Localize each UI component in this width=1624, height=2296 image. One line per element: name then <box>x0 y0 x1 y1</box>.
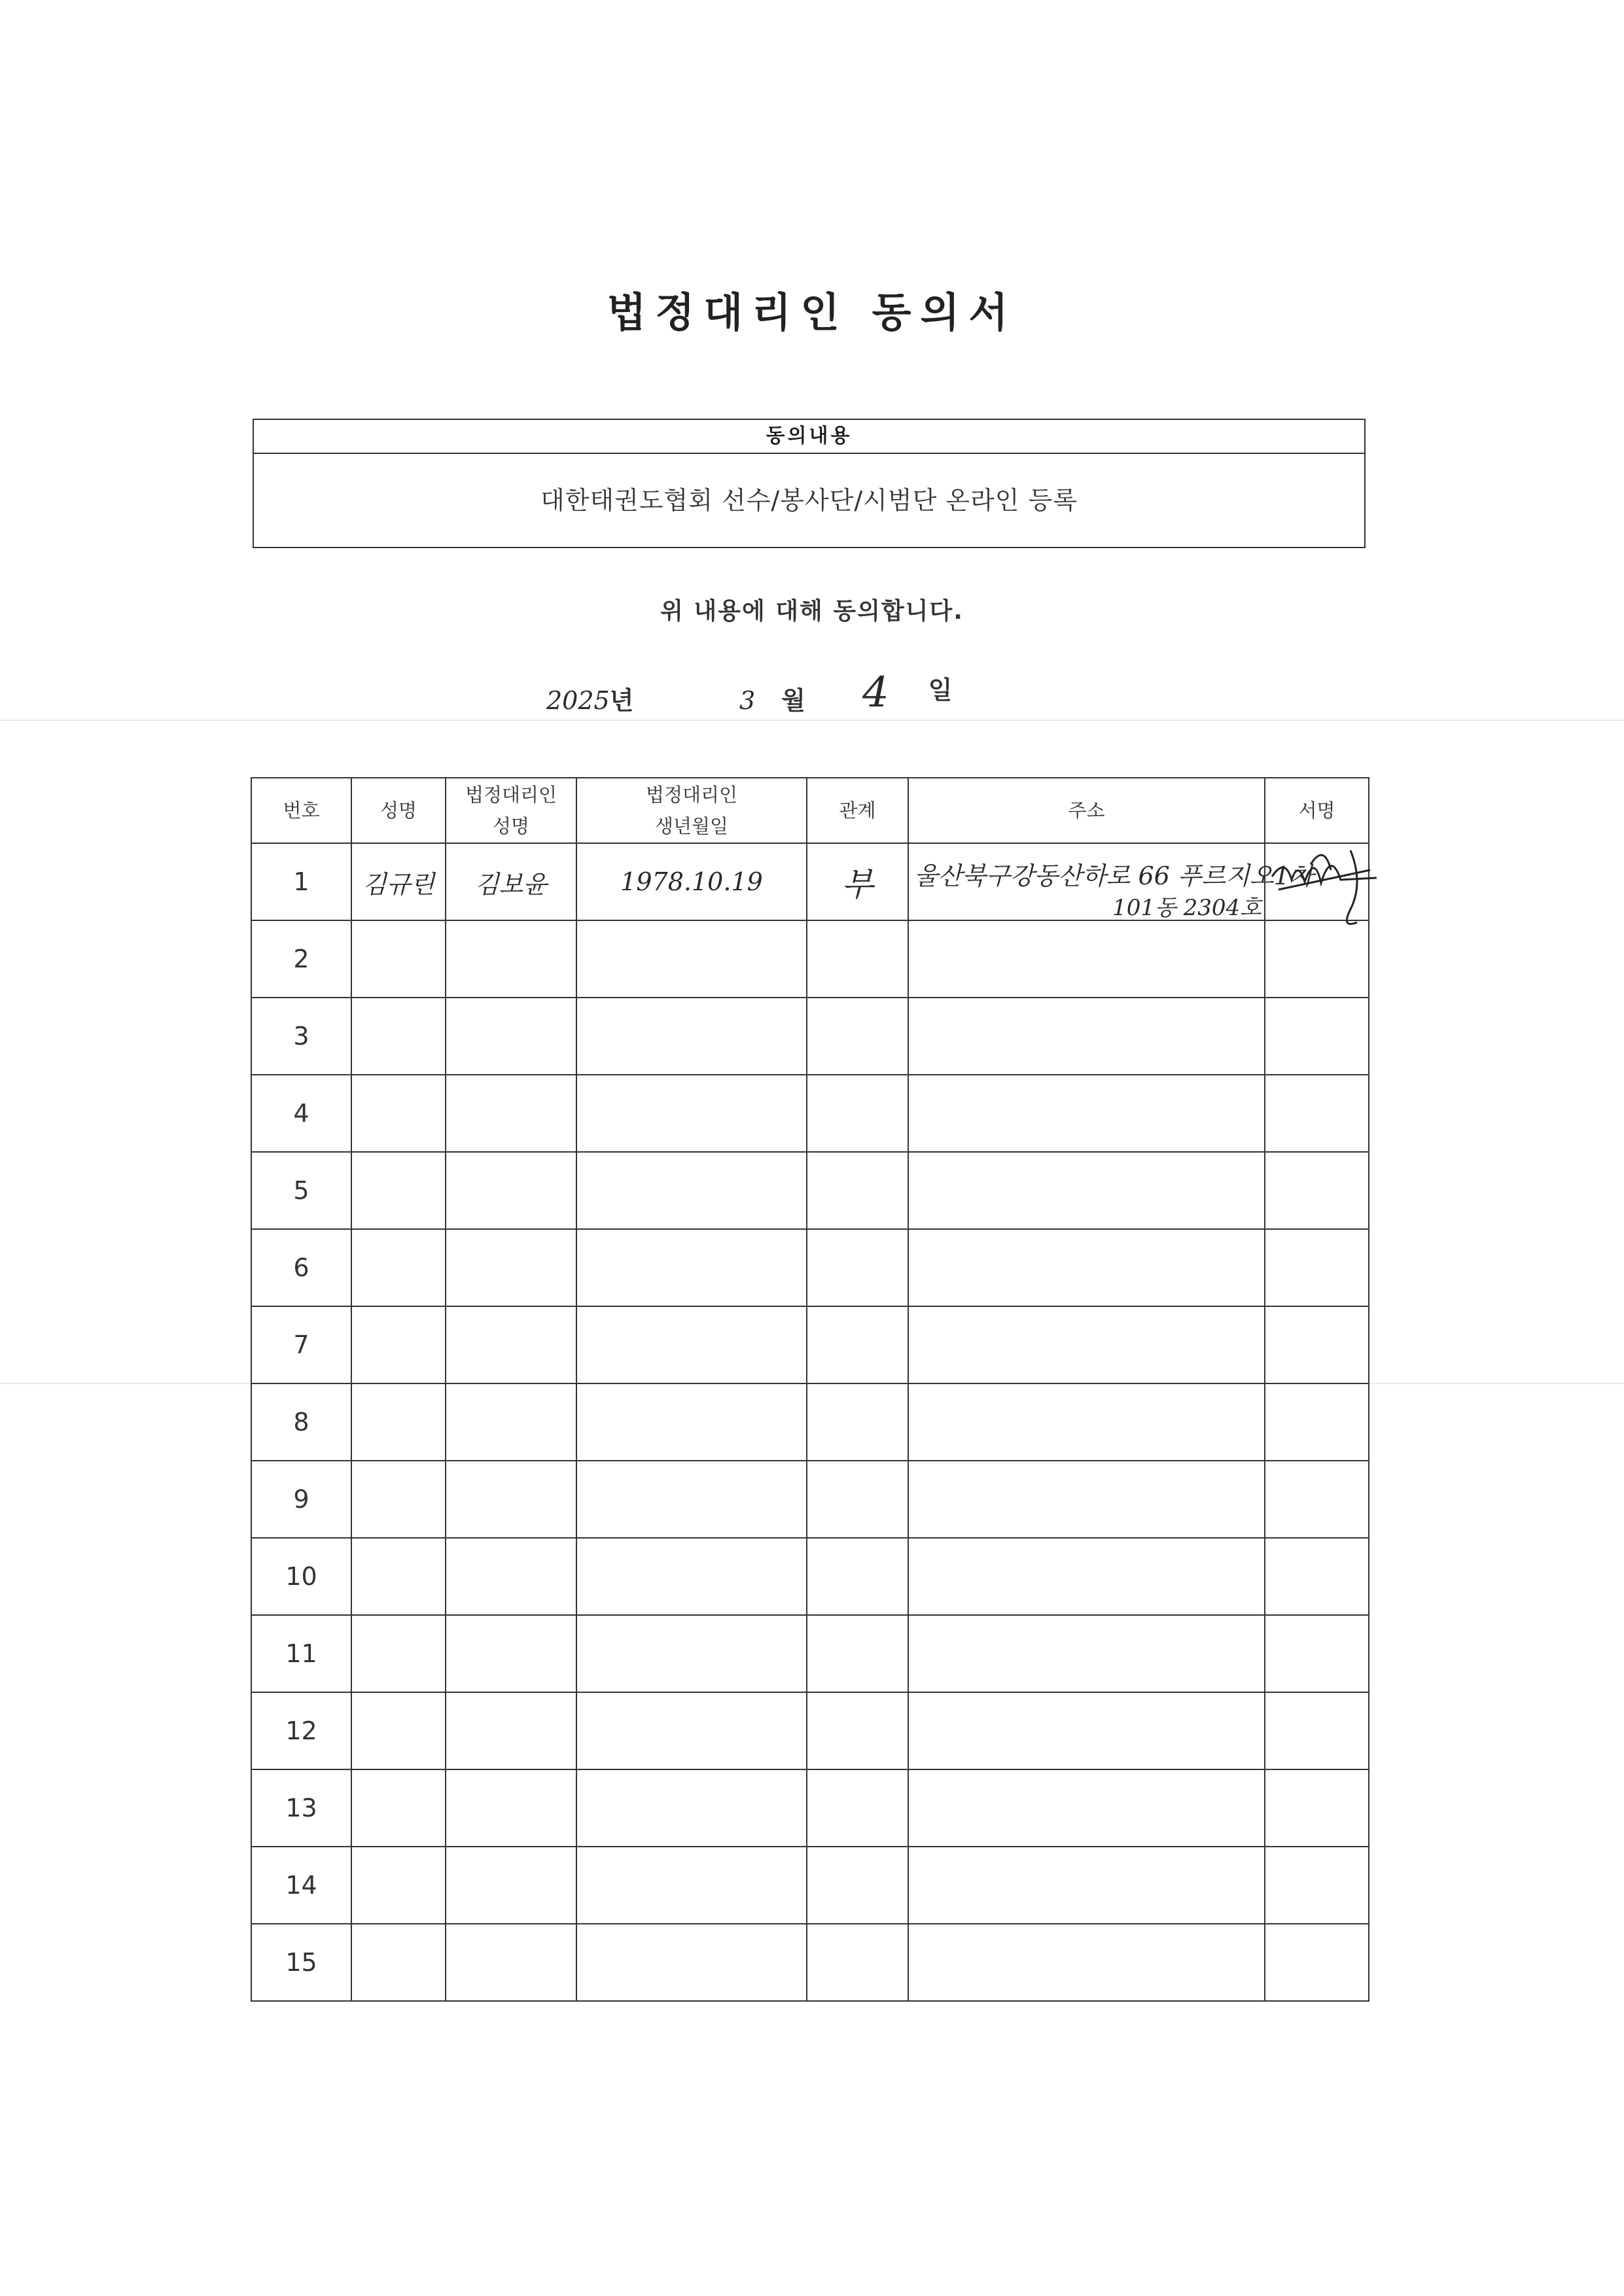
row-no: 8 <box>251 1383 351 1461</box>
table-row <box>251 1615 1369 1692</box>
row-no: 1 <box>251 843 351 920</box>
date-month-value: 3 <box>739 686 756 715</box>
date-year <box>546 680 633 720</box>
table-row <box>251 1692 1369 1769</box>
agree-statement: 위 내용에 대해 동의합니다. <box>660 598 964 625</box>
table-row <box>251 1769 1369 1847</box>
row-guardian-birth: 1978.10.19 <box>576 843 807 920</box>
header-signature: 서명 <box>1265 778 1369 843</box>
date-month-label: 월 <box>781 686 805 715</box>
row-name: 김규린 <box>351 843 446 920</box>
header-name: 성명 <box>351 778 446 843</box>
date-year-label: 년 <box>609 686 634 715</box>
row-address <box>908 843 1314 921</box>
header-relation: 관계 <box>807 778 908 843</box>
row-no: 13 <box>251 1769 351 1847</box>
consent-content: 대한태권도협회 선수/봉사단/시범단 온라인 등록 <box>540 486 1078 515</box>
row-no: 11 <box>251 1615 351 1692</box>
row-no: 4 <box>251 1075 351 1152</box>
table-row <box>251 1306 1369 1383</box>
consent-heading: 동의내용 <box>254 420 1364 454</box>
row-signature <box>1265 843 1369 920</box>
table-row <box>251 1152 1369 1229</box>
table-row <box>251 1538 1369 1615</box>
row-relation: 부 <box>807 843 908 920</box>
row-no: 2 <box>251 920 351 998</box>
date-month <box>739 680 805 720</box>
table-row <box>251 1075 1369 1152</box>
document-title: 법정대리인 동의서 <box>607 288 1017 336</box>
guardian-table <box>251 777 1369 2002</box>
row-no: 7 <box>251 1306 351 1383</box>
row-no: 5 <box>251 1152 351 1229</box>
table-row <box>251 843 1369 920</box>
table-row <box>251 1847 1369 1924</box>
row-no: 3 <box>251 998 351 1075</box>
header-address: 주소 <box>908 778 1265 843</box>
table-row <box>251 1461 1369 1538</box>
row-address-line1: 울산북구강동산하로 66 푸르지오1차 <box>914 861 1314 890</box>
table-header-row <box>251 778 1369 843</box>
date-day-label: 일 <box>928 676 953 704</box>
table-row <box>251 1924 1369 2001</box>
date-day-value: 4 <box>862 669 889 717</box>
row-address-line2: 101동 2304호 <box>1112 895 1262 921</box>
row-no: 14 <box>251 1847 351 1924</box>
table-row <box>251 998 1369 1075</box>
row-guardian-name: 김보윤 <box>446 843 576 920</box>
handwritten-signature-icon <box>1252 831 1383 935</box>
row-no: 15 <box>251 1924 351 2001</box>
header-guardian-name: 법정대리인 성명 <box>446 778 576 843</box>
table-row <box>251 1229 1369 1306</box>
row-no: 9 <box>251 1461 351 1538</box>
date-day <box>862 669 953 717</box>
table-row <box>251 920 1369 998</box>
consent-box <box>253 419 1366 548</box>
row-no: 6 <box>251 1229 351 1306</box>
header-no: 번호 <box>251 778 351 843</box>
date-year-value: 2025 <box>546 686 610 715</box>
table-row <box>251 1383 1369 1461</box>
row-no: 10 <box>251 1538 351 1615</box>
row-no: 12 <box>251 1692 351 1769</box>
header-guardian-birth: 법정대리인 생년월일 <box>576 778 807 843</box>
scan-artifact-line <box>0 720 1624 721</box>
